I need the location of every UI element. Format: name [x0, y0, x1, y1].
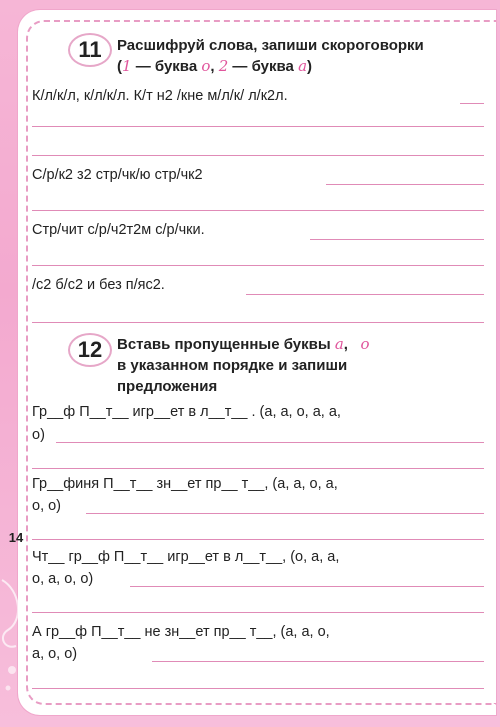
cipher-line-2: С/р/к2 з2 стр/чк/ю стр/чк2: [32, 167, 203, 183]
cipher-line-4: /с2 б/с2 и без п/яс2.: [32, 277, 165, 293]
sentence-4-line2: а, о, о): [32, 646, 78, 662]
answer-line[interactable]: [32, 539, 484, 540]
task-12-title-line1: Вставь пропущенные буквы а, о: [117, 335, 370, 353]
answer-line[interactable]: [460, 103, 484, 104]
letter-o: о: [360, 335, 370, 353]
task-11-title: [117, 35, 424, 77]
answer-line[interactable]: [32, 210, 484, 211]
sentence-3-line1: Чт__ гр__ф П__т__ игр__ет в л__т__, (о, а, а,: [32, 549, 340, 565]
answer-line[interactable]: [246, 294, 484, 295]
task-11-title-line1: Расшифруй слова, запиши скороговорки: [117, 37, 424, 54]
answer-line[interactable]: [326, 184, 484, 185]
answer-line[interactable]: [152, 661, 484, 662]
task-number-12: 12: [68, 333, 112, 367]
answer-line[interactable]: [32, 688, 484, 689]
answer-line[interactable]: [32, 322, 484, 323]
answer-line[interactable]: [56, 442, 484, 443]
sentence-2-line2: о, о): [32, 498, 62, 514]
page-number: 14: [8, 530, 24, 545]
task-11-title-line2: (1 — буква о, 2 — буква а): [117, 57, 313, 75]
letter-a: а: [298, 57, 308, 75]
task-12-title: [117, 334, 370, 397]
sentence-1-line2: о): [32, 427, 45, 443]
code-1: 1: [122, 57, 132, 75]
letter-o: о: [201, 57, 211, 75]
answer-line[interactable]: [32, 468, 484, 469]
sentence-4-line1: А гр__ф П__т__ не зн__ет пр__ т__, (а, а, о,: [32, 624, 330, 640]
sentence-3-line2: о, а, о, о): [32, 571, 94, 587]
answer-line[interactable]: [130, 586, 484, 587]
answer-line[interactable]: [32, 612, 484, 613]
answer-line[interactable]: [32, 155, 484, 156]
answer-line[interactable]: [310, 239, 484, 240]
answer-line[interactable]: [32, 126, 484, 127]
sentence-2-line1: Гр__финя П__т__ зн__ет пр__ т__, (а, а, о, а,: [32, 476, 338, 492]
letter-a: а: [334, 335, 344, 353]
sentence-1-line1: Гр__ф П__т__ игр__ет в л__т__ . (а, а, о, а, а,: [32, 404, 341, 420]
cipher-line-3: Стр/чит с/р/ч2т2м с/р/чки.: [32, 222, 205, 238]
answer-line[interactable]: [32, 265, 484, 266]
task-12-title-line3: предложения: [117, 378, 218, 395]
task-12-title-line2: в указанном порядке и запиши: [117, 357, 348, 374]
cipher-line-1: К/л/к/л, к/л/к/л. К/т н2 /кне м/л/к/ л/к2л.: [32, 88, 288, 104]
task-number-11: 11: [68, 33, 112, 67]
decorative-swirl-icon: [0, 560, 30, 700]
answer-line[interactable]: [86, 513, 484, 514]
code-2: 2: [218, 57, 229, 75]
